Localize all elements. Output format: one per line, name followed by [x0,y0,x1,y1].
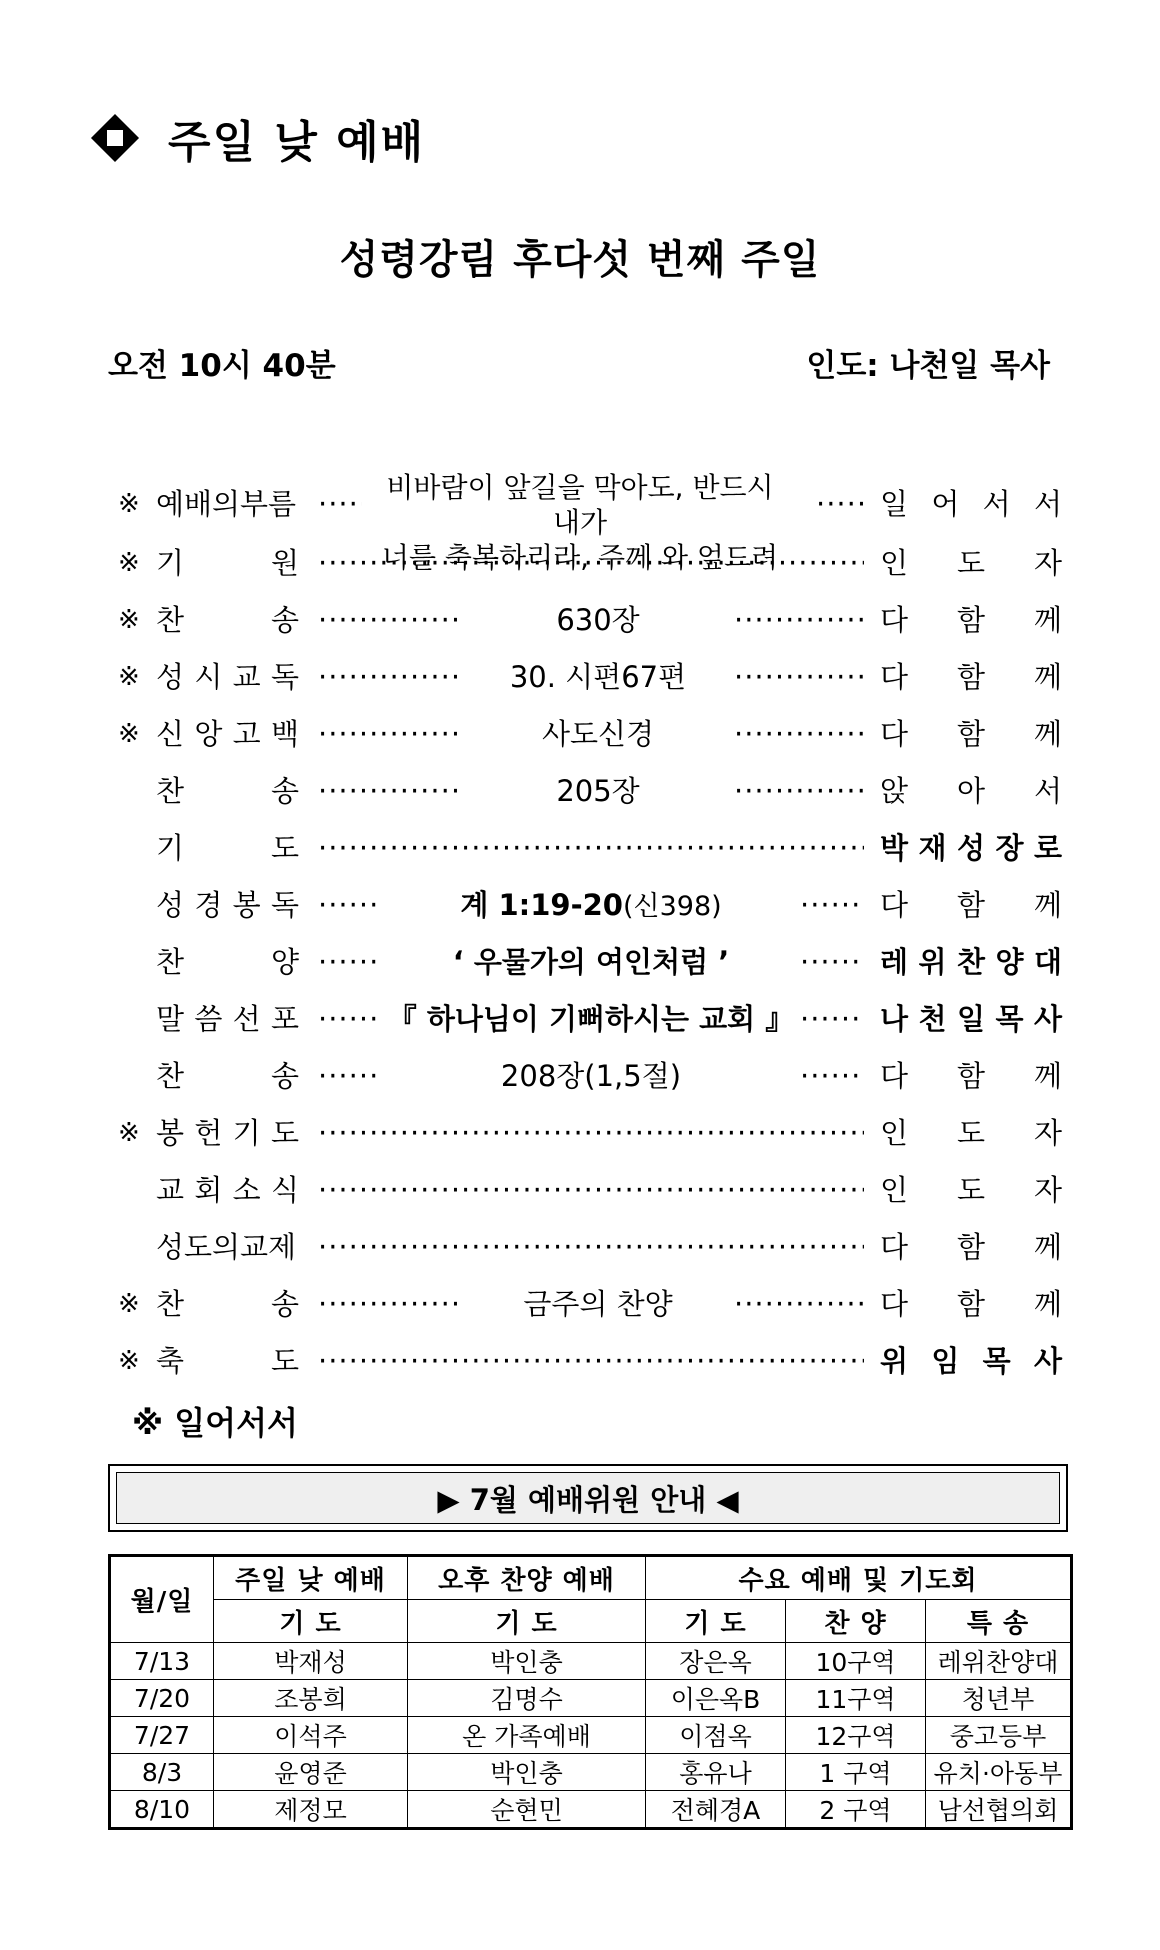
cell-wed-prayer: 전혜경A [646,1791,786,1829]
cell-special: 레위찬양대 [926,1643,1072,1680]
cell-wed-prayer: 이은옥B [646,1680,786,1717]
header-wednesday: 수요 예배 및 기도회 [646,1556,1072,1600]
order-row-hymn-1 [0,596,1160,644]
standing-mark: ※ [118,1118,140,1148]
order-responder: 박 재 성 장 로 [880,831,1062,865]
schedule-banner [108,1464,1068,1532]
dotted-leader [318,881,382,929]
order-title: 예배의부름 [156,487,297,521]
cell-praise: 2 구역 [786,1791,926,1829]
cell-date: 7/20 [110,1680,214,1717]
order-title: 성 경 봉 독 [156,888,299,922]
call-to-worship-text: 비바람이 앞길을 막아도, 반드시 내가 너를 축복하리라, 주께 와 엎드려 [381,471,779,574]
standing-mark: ※ [118,662,140,692]
order-responder: 인 도 자 [880,546,1062,580]
cell-sunday: 이석주 [214,1717,408,1754]
order-responder: 인 도 자 [880,1116,1062,1150]
standing-note: ※ 일어서서 [132,1404,298,1442]
order-row-responsive-reading [0,653,1160,701]
order-responder: 다 함 께 [880,1287,1062,1321]
order-responder: 다 함 께 [880,1230,1062,1264]
cell-special: 청년부 [926,1680,1072,1717]
dotted-leader [318,938,382,986]
cell-afternoon: 김명수 [408,1680,646,1717]
order-content: 사도신경 [541,717,655,751]
dotted-leader [318,596,462,644]
order-content: 계 1:19-20(신398) [460,888,722,922]
order-content: 금주의 찬양 [523,1287,673,1321]
cell-sunday: 윤영준 [214,1754,408,1791]
sermon-title: 『 하나님이 기뻐하시는 교회 』 [387,1002,795,1036]
cell-date: 7/27 [110,1717,214,1754]
order-responder: 레 위 찬 양 대 [880,945,1062,979]
order-title: 말 씀 선 포 [156,1002,299,1036]
order-row-offering-prayer [0,1109,1160,1157]
order-row-creed [0,710,1160,758]
cell-special: 중고등부 [926,1717,1072,1754]
order-row-scripture [0,881,1160,929]
table-row [110,1717,1072,1754]
order-title: 교 회 소 식 [156,1173,299,1207]
section-heading [88,108,425,168]
dotted-leader [318,480,362,528]
order-responder: 일 어 서 서 [880,487,1062,521]
standing-mark [118,1052,148,1100]
cell-wed-prayer: 이점옥 [646,1717,786,1754]
cell-praise: 12구역 [786,1717,926,1754]
dotted-leader [318,653,462,701]
order-responder: 위 임 목 사 [880,1344,1062,1378]
order-title: 신 앙 고 백 [156,717,299,751]
order-row-announcements [0,1166,1160,1214]
cell-sunday: 박재성 [214,1643,408,1680]
diamond-bullet-icon [88,111,142,165]
standing-mark: ※ [118,1289,140,1319]
order-row-sermon [0,995,1160,1043]
header-date: 월/일 [110,1556,214,1643]
cell-afternoon: 순현민 [408,1791,646,1829]
dotted-leader [800,938,864,986]
schedule-banner-title: ▶ 7월 예배위원 안내 ◀ [116,1472,1060,1524]
cell-special: 남선협의회 [926,1791,1072,1829]
dotted-leader [800,1052,864,1100]
standing-mark: ※ [118,719,140,749]
cell-special: 유치·아동부 [926,1754,1072,1791]
order-row-fellowship [0,1223,1160,1271]
dotted-leader [318,1052,382,1100]
header-praise: 찬 양 [786,1600,926,1643]
dotted-leader [318,710,462,758]
order-content: 30. 시편67편 [509,660,687,694]
order-row-hymn-4 [0,1280,1160,1328]
dotted-leader [318,824,864,872]
order-row-benediction [0,1337,1160,1385]
dotted-leader [734,710,864,758]
worship-committee-table [108,1554,1073,1830]
cell-sunday: 조봉희 [214,1680,408,1717]
table-header-row [110,1556,1072,1600]
order-title: 봉 헌 기 도 [156,1116,299,1150]
order-responder: 나 천 일 목 사 [880,1002,1062,1036]
dotted-leader [318,539,864,587]
standing-mark [118,1166,148,1214]
standing-mark [118,1223,148,1271]
order-content: 205장 [556,774,640,808]
cell-date: 8/3 [110,1754,214,1791]
header-sunday: 주일 낮 예배 [214,1556,408,1600]
standing-mark: ※ [118,605,140,635]
header-special: 특 송 [926,1600,1072,1643]
table-row [110,1754,1072,1791]
order-responder: 다 함 께 [880,888,1062,922]
cell-praise: 1 구역 [786,1754,926,1791]
header-prayer: 기 도 [408,1600,646,1643]
cell-sunday: 제정모 [214,1791,408,1829]
order-title: 성 시 교 독 [156,660,299,694]
order-responder: 다 함 께 [880,1059,1062,1093]
standing-mark [118,995,148,1043]
order-title: 기 원 [156,546,299,580]
dotted-leader [800,881,864,929]
order-responder: 다 함 께 [880,603,1062,637]
order-row-hymn-2 [0,767,1160,815]
order-title: 성도의교제 [156,1230,297,1264]
cell-wed-prayer: 장은옥 [646,1643,786,1680]
header-afternoon: 오후 찬양 예배 [408,1556,646,1600]
table-row [110,1680,1072,1717]
order-row-anthem [0,938,1160,986]
header-prayer: 기 도 [214,1600,408,1643]
table-row [110,1791,1072,1829]
order-content: 630장 [556,603,640,637]
order-responder: 앉 아 서 [880,774,1062,808]
dotted-leader [318,767,462,815]
dotted-leader [318,995,382,1043]
dotted-leader [734,767,864,815]
dotted-leader [318,1109,864,1157]
dotted-leader [734,1280,864,1328]
standing-mark [118,881,148,929]
order-row-invocation [0,539,1160,587]
order-row-prayer [0,824,1160,872]
order-title: 찬 송 [156,1287,299,1321]
dotted-leader [816,480,864,528]
order-title: 찬 송 [156,774,299,808]
order-content: 208장(1,5절) [500,1059,682,1093]
standing-mark [118,824,148,872]
page-title: 주일 낮 예배 [168,117,426,168]
dotted-leader [318,1166,864,1214]
standing-mark [118,767,148,815]
dotted-leader [318,1280,462,1328]
dotted-leader [734,653,864,701]
cell-afternoon: 온 가족예배 [408,1717,646,1754]
standing-mark [118,938,148,986]
cell-date: 8/10 [110,1791,214,1829]
table-subheader-row [110,1600,1072,1643]
cell-praise: 11구역 [786,1680,926,1717]
standing-mark: ※ [118,489,140,519]
order-title: 찬 양 [156,945,299,979]
header-prayer: 기 도 [646,1600,786,1643]
order-responder: 인 도 자 [880,1173,1062,1207]
order-row-hymn-3 [0,1052,1160,1100]
order-title: 기 도 [156,831,299,865]
service-leader: 인도: 나천일 목사 [806,348,1050,384]
order-title: 축 도 [156,1344,299,1378]
cell-afternoon: 박인충 [408,1643,646,1680]
cell-afternoon: 박인충 [408,1754,646,1791]
order-title: 찬 송 [156,603,299,637]
cell-praise: 10구역 [786,1643,926,1680]
order-content: ‘ 우물가의 여인처럼 ’ [452,945,730,979]
service-subtitle: 성령강림 후다섯 번째 주일 [339,237,821,283]
dotted-leader [318,1337,864,1385]
service-time: 오전 10시 40분 [108,348,336,384]
dotted-leader [800,995,864,1043]
dotted-leader [318,1223,864,1271]
standing-mark: ※ [118,548,140,578]
table-row [110,1643,1072,1680]
dotted-leader [734,596,864,644]
cell-wed-prayer: 홍유나 [646,1754,786,1791]
cell-date: 7/13 [110,1643,214,1680]
order-title: 찬 송 [156,1059,299,1093]
order-responder: 다 함 께 [880,660,1062,694]
order-responder: 다 함 께 [880,717,1062,751]
standing-mark: ※ [118,1346,140,1376]
